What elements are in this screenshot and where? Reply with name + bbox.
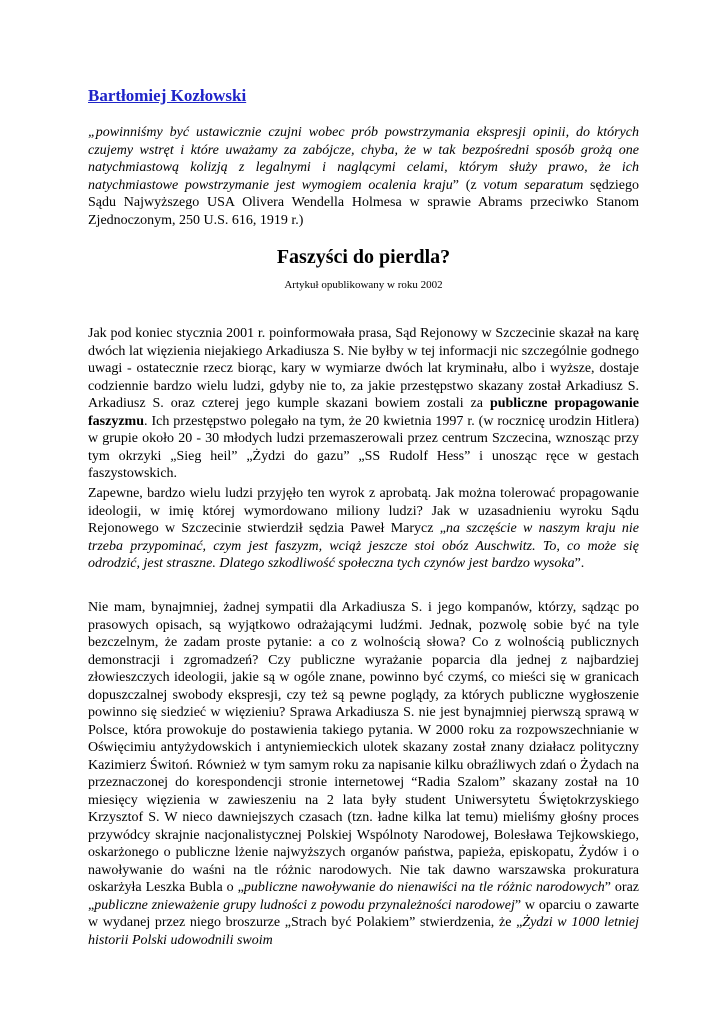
p3-text-c: ” w oparciu o zawarte w wydanej przez niego broszurze „Strach być Polakiem” stwierdzenia, że „ xyxy=(88,897,639,930)
p2-text-b: ”. xyxy=(574,556,585,571)
p3-italic-2: publiczne znieważenie grupy ludności z powodu przynależności narodowej xyxy=(94,897,515,913)
p2-italic: na szczęście w naszym kraju nie trzeba przypominać, czym jest faszyzm, wciąż jeszcze stoi obóz Auschwitz. To, co może się odrodzić, jest straszne. Dlatego szkodliwość społeczna tych czynów jest bardzo wysoka xyxy=(88,521,639,571)
motto-quote: „powinniśmy być ustawicznie czujni wobec prób powstrzymania ekspresji opinii, do których czujemy wstręt i które uważamy za zabójcze, chyba, że w tak bezpośredni sposób grożą one natychmiastową kolizją z legalnymi i naglącymi celami, którym służy prawo, że ich natychmiastowe powstrzymanie jest wymogiem ocalenia kraju xyxy=(88,125,639,193)
p3-text-b: ” oraz „ xyxy=(88,880,639,913)
p1-text-a: Jak pod koniec stycznia 2001 r. poinformowała prasa, Sąd Rejonowy w Szczecinie skazał na karę dwóch lat więzienia niejakiego Arkadiusza S. Nie byłby w tej informacji nic szczególnie godnego uwagi - ostatecznie rzecz biorąc, kary w wymiarze dwóch lat kryminału, albo i wyższe, dostaje codziennie bardzo wielu ludzi, gdyby nie to, za jakie przestępstwo skazany został Arkadiusz S. Arkadiusz S. oraz czterej jego kumple skazani bowiem zostali za xyxy=(88,326,639,411)
p1-bold: publiczne propagowanie faszyzmu xyxy=(88,396,639,429)
motto-paragraph xyxy=(88,124,639,229)
p1-text-b: . Ich przestępstwo polegało na tym, że 20 kwietnia 1997 r. (w rocznicę urodzin Hitlera) w grupie około 20 - 30 młodych ludzi przemaszerowali przez centrum Szczecina, wznosząc przy tym okrzyki „Sieg heil” „Żydzi do gazu” „SS Rudolf Hess” i unosząc ręce w gestach faszystowskich. xyxy=(88,413,639,481)
article-title: Faszyści do pierdla? xyxy=(276,246,451,268)
paragraph-3 xyxy=(88,599,639,960)
motto-source: sędziego Sądu Najwyższego USA Olivera Wendella Holmesa w sprawie Abrams przeciwko Stanom Zjednoczonym, 250 U.S. 616, 1919 r.) xyxy=(88,177,640,228)
p3-text-a: Nie mam, bynajmniej, żadnej sympatii dla Arkadiusza S. i jego kompanów, którzy, sądząc po prasowych opisach, są wyjątkowo odrażającymi ludźmi. Jednak, pozwolę sobie być na tyle bezczelnym, że zadam proste pytanie: a co z wolnością słowa? Co z wolnością publicznych demonstracji i zgromadzeń? Czy publiczne wyrażanie poparcia dla jednej z najbardziej złowieszczych ideologii, jakie są w ogóle znane, powinno być czymś, co mieści się w granicach dopuszczalnej swobody ekspresji, czy też są pewne poglądy, za których publiczne wygłoszenie powinno się siedzieć w więzieniu? Sprawa Arkadiusza S. nie jest bynajmniej pierwszą sprawą w Polsce, która prowokuje do postawienia takiego pytania. W 2000 roku za rozpowszechnianie w Oświęcimiu antyżydowskich i antyniemieckich ulotek skazany został znany działacz polityczny Kazimierz Świtoń. Również w tym samym roku za napisanie kilku obraźliwych zdań o Żydach na przeznaczonej do korespondencji stronie internetowej “Radia Szalom” skazany został na 10 miesięcy więzienia w zawieszeniu na 2 lata były student Uniwersytetu Świętokrzyskiego Krzysztof S. W nieco dawniejszych czasach (tzn. ładne kilka lat temu) mieliśmy głośny proces przywódcy skrajnie nacjonalistycznej Polskiej Wspólnoty Narodowej, Bolesława Tejkowskiego, oskarżonego o publiczne lżenie najwyższych organów państwa, papieża, episkopatu, Żydów i o nawoływanie do waśni na tle różnic narodowych. Nie tak dawno warszawska prokuratura oskarżyła Leszka Bubla o „ xyxy=(88,600,639,895)
paragraph-2 xyxy=(88,485,639,584)
paragraph-1 xyxy=(88,325,639,494)
p3-italic-1: publiczne nawoływanie do nienawiści na tle różnic narodowych xyxy=(243,880,605,895)
article-subtitle: Artykuł opublikowany w roku 2002 xyxy=(284,279,443,291)
motto-mid: ” (z xyxy=(452,177,484,193)
p3-italic-3: Żydzi w 1000 letniej historii Polski udowodnili swoim xyxy=(88,915,639,948)
document-header xyxy=(88,86,639,292)
author-link[interactable]: Bartłomiej Kozłowski xyxy=(88,86,247,105)
p2-text-a: Zapewne, bardzo wielu ludzi przyjęło ten wyrok z aprobatą. Jak można tolerować propagowanie ideologii, w imię której wymordowano miliony ludzi? Jak w uzasadnieniu wyroku Sądu Rejonowego w Szczecinie stwierdził sędzia Paweł Marycz „ xyxy=(88,486,639,536)
motto-votum: votum separatum xyxy=(483,177,584,193)
